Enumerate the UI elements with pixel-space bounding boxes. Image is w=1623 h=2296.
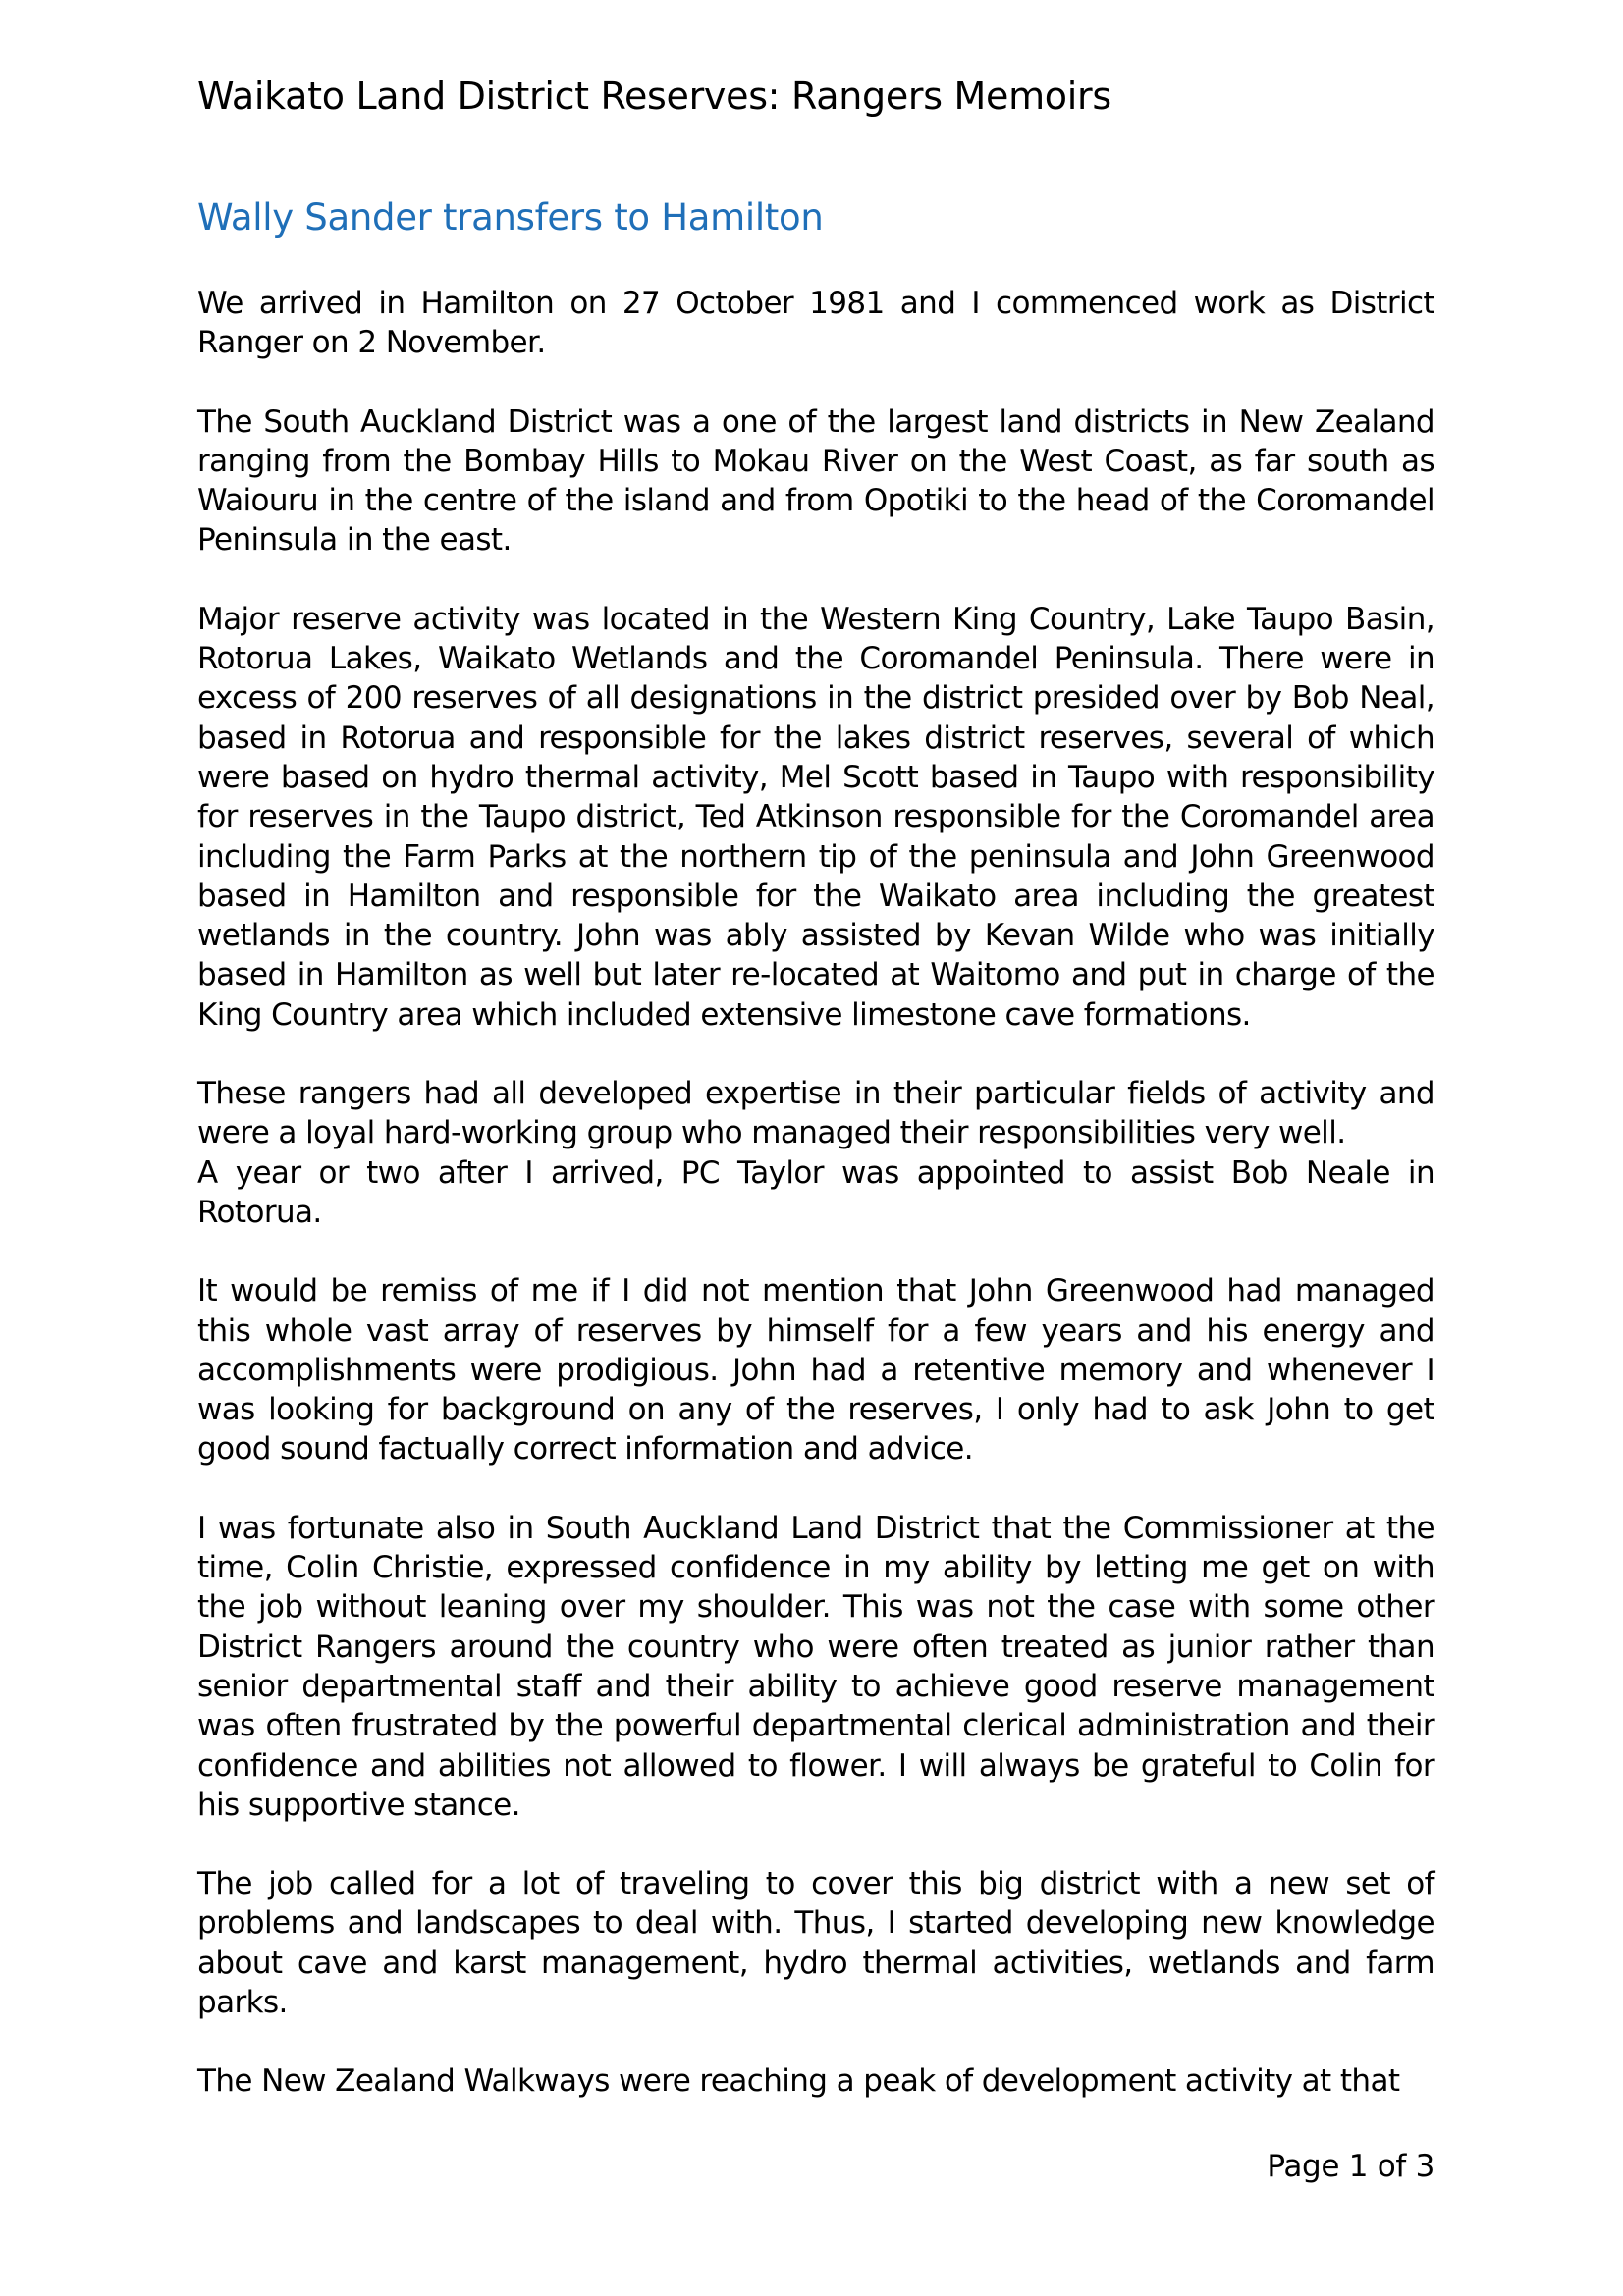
page-number: Page 1 of 3 <box>1267 2149 1434 2184</box>
paragraph-district-extent: The South Auckland District was a one of the largest land districts in New Zealand ranging from the Bombay Hills to Mokau River on the West Coast, as far south as Waiouru in the centre of the island and from Opotiki to the head of the Coromandel Peninsula in the east. <box>197 403 1434 559</box>
section-title: Wally Sander transfers to Hamilton <box>197 196 824 239</box>
paragraph-traveling: The job called for a lot of traveling to cover this big district with a new set of problems and landscapes to deal with. Thus, I started developing new knowledge about cave and karst management, hydro thermal activities, wetlands and farm parks. <box>197 1866 1434 2020</box>
paragraph-arrival: We arrived in Hamilton on 27 October 1981 and I commenced work as District Ranger on 2 November. <box>197 286 1434 361</box>
document-body <box>197 284 1434 2102</box>
paragraph-john-greenwood: It would be remiss of me if I did not mention that John Greenwood had managed this whole vast array of reserves by himself for a few years and his energy and accomplishments were prodigious. John had a retentive memory and whenever I was looking for background on any of the reserves, I only had to ask John to get good sound factually correct information and advice. <box>197 1273 1434 1468</box>
paragraph-pc-taylor: A year or two after I arrived, PC Taylor was appointed to assist Bob Neale in Rotorua. <box>197 1154 1434 1230</box>
document-header: Waikato Land District Reserves: Rangers Memoirs <box>197 75 1111 118</box>
paragraph-reserve-activity: Major reserve activity was located in the Western King Country, Lake Taupo Basin, Rotorua Lakes, Waikato Wetlands and the Coromandel Peninsula. There were in excess of 200 reserves of all designations in the district presided over by Bob Neal, based in Rotorua and responsible for the lakes district reserves, several of which were based on hydro thermal activity, Mel Scott based in Taupo with responsibility for reserves in the Taupo district, Ted Atkinson responsible for the Coromandel area including the Farm Parks at the northern tip of the peninsula and John Greenwood based in Hamilton and responsible for the Waikato area including the greatest wetlands in the country. John was ably assisted by Kevan Wilde who was initially based in Hamilton as well but later re-located at Waitomo and put in charge of the King Country area which included extensive limestone cave formations. <box>197 601 1434 1033</box>
paragraph-rangers-expertise: These rangers had all developed expertise in their particular fields of activity and were a loyal hard-working group who managed their responsibilities very well. <box>197 1076 1434 1151</box>
paragraph-walkways: The New Zealand Walkways were reaching a peak of development activity at that <box>197 2063 1400 2100</box>
paragraph-commissioner: I was fortunate also in South Auckland Land District that the Commissioner at the time, Colin Christie, expressed confidence in my ability by letting me get on with the job without leaning over my shoulder. This was not the case with some other District Rangers around the country who were often treated as junior rather than senior departmental staff and their ability to achieve good reserve management was often frustrated by the powerful departmental clerical administration and their confidence and abilities not allowed to flower. I will always be grateful to Colin for his supportive stance. <box>197 1510 1434 1823</box>
